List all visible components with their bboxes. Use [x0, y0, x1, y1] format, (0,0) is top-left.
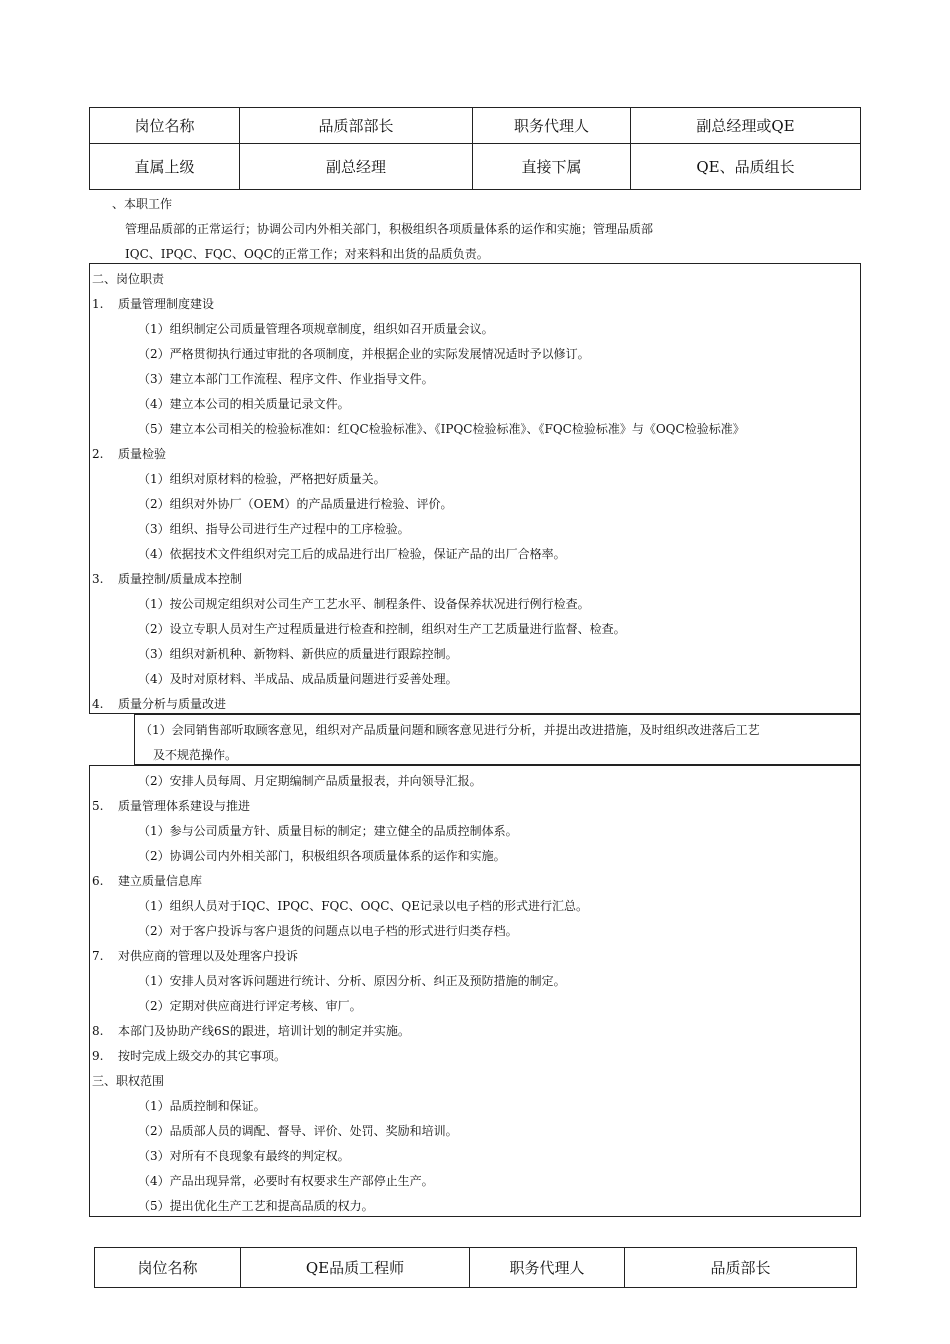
h2-item-3: （3）组织、指导公司进行生产过程中的工序检验。 [138, 522, 410, 536]
h4-item-1b: 及不规范操作。 [153, 748, 238, 762]
h1-item-1: （1）组织制定公司质量管理各项规章制度，组织如召开质量会议。 [138, 322, 494, 336]
h9-num: 9. [92, 1049, 104, 1063]
value-position-name: 品质部部长 [240, 108, 473, 144]
h3-item-3: （3）组织对新机种、新物料、新供应的质量进行跟踪控制。 [138, 647, 458, 661]
h4-item-2: （2）安排人员每周、月定期编制产品质量报表，并向领导汇报。 [138, 774, 482, 788]
h3-item-4: （4）及时对原材料、半成品、成品质量问题进行妥善处理。 [138, 672, 458, 686]
h7-item-2: （2）定期对供应商进行评定考核、审厂。 [138, 999, 362, 1013]
footer-table [94, 1247, 857, 1288]
label-subordinate: 直接下属 [473, 144, 631, 190]
value-deputy: 副总经理或QE [631, 108, 861, 144]
h8-num: 8. [92, 1024, 104, 1038]
h5-item-1: （1）参与公司质量方针、质量目标的制定；建立健全的品质控制体系。 [138, 824, 518, 838]
h7-num: 7. [92, 949, 104, 963]
s3-item-1: （1）品质控制和保证。 [138, 1099, 266, 1113]
h2-item-1: （1）组织对原材料的检验，严格把好质量关。 [138, 472, 386, 486]
header-row-1 [90, 108, 861, 144]
h1-item-3: （3）建立本部门工作流程、程序文件、作业指导文件。 [138, 372, 434, 386]
h3-num: 3. [92, 572, 104, 586]
h3-item-2: （2）设立专职人员对生产过程质量进行检查和控制，组织对生产工艺质量进行监督、检查。 [138, 622, 626, 636]
h7-item-1: （1）安排人员对客诉问题进行统计、分析、原因分析、纠正及预防措施的制定。 [138, 974, 566, 988]
value-subordinate: QE、品质组长 [631, 144, 861, 190]
footer-label-deputy: 职务代理人 [470, 1248, 625, 1288]
s3-item-2: （2）品质部人员的调配、督导、评价、处罚、奖励和培训。 [138, 1124, 458, 1138]
h1-item-5: （5）建立本公司相关的检验标准如：红QC检验标准》、《IPQC检验标准》、《FQC检验标准》与《OQC检验标准》 [138, 422, 745, 436]
s3-item-5: （5）提出优化生产工艺和提高品质的权力。 [138, 1199, 374, 1213]
h3-item-1: （1）按公司规定组织对公司生产工艺水平、制程条件、设备保养状况进行例行检查。 [138, 597, 590, 611]
footer-value-position-name: QE品质工程师 [241, 1248, 470, 1288]
footer-value-deputy: 品质部长 [625, 1248, 857, 1288]
h2-num: 2. [92, 447, 104, 461]
h6-item-2: （2）对于客户投诉与客户退货的问题点以电子档的形式进行归类存档。 [138, 924, 518, 938]
h8-text: 本部门及协助产线6S的跟进，培训计划的制定并实施。 [118, 1024, 410, 1038]
h7-text: 对供应商的管理以及处理客户投诉 [118, 949, 299, 963]
header-table [89, 107, 861, 190]
section2-title: 二、岗位职责 [92, 272, 165, 286]
s3-item-4: （4）产品出现异常，必要时有权要求生产部停止生产。 [138, 1174, 434, 1188]
h2-text: 质量检验 [118, 447, 167, 461]
s3-item-3: （3）对所有不良现象有最终的判定权。 [138, 1149, 350, 1163]
label-deputy: 职务代理人 [473, 108, 631, 144]
h1-item-4: （4）建立本公司的相关质量记录文件。 [138, 397, 350, 411]
h9-text: 按时完成上级交办的其它事项。 [118, 1049, 287, 1063]
h2-item-4: （4）依据技术文件组织对完工后的成品进行出厂检验，保证产品的出厂合格率。 [138, 547, 566, 561]
value-superior: 副总经理 [240, 144, 473, 190]
section1-line1: 管理品质部的正常运行；协调公司内外相关部门，积极组织各项质量体系的运作和实施；管理品质部 [125, 222, 654, 236]
h4-text: 质量分析与质量改进 [118, 697, 227, 711]
h5-num: 5. [92, 799, 104, 813]
h1-text: 质量管理制度建设 [118, 297, 215, 311]
footer-row-1 [95, 1248, 857, 1288]
h1-num: 1. [92, 297, 104, 311]
h6-text: 建立质量信息库 [118, 874, 203, 888]
section1-line2: IQC、IPQC、FQC、OQC的正常工作；对来料和出货的品质负责。 [125, 247, 489, 261]
h5-item-2: （2）协调公司内外相关部门，积极组织各项质量体系的运作和实施。 [138, 849, 506, 863]
section3-title: 三、职权范围 [92, 1074, 165, 1088]
h4-item-1a: （1）会同销售部听取顾客意见，组织对产品质量问题和顾客意见进行分析，并提出改进措施，及时组织改进落后工艺 [140, 723, 760, 737]
h6-num: 6. [92, 874, 104, 888]
h2-item-2: （2）组织对外协厂（OEM）的产品质量进行检验、评价。 [138, 497, 453, 511]
h1-item-2: （2）严格贯彻执行通过审批的各项制度，并根据企业的实际发展情况适时予以修订。 [138, 347, 590, 361]
label-superior: 直属上级 [90, 144, 240, 190]
h3-text: 质量控制/质量成本控制 [118, 572, 243, 586]
h4-num: 4. [92, 697, 104, 711]
section1-title: 、本职工作 [112, 197, 173, 211]
h6-item-1: （1）组织人员对于IQC、IPQC、FQC、OQC、QE记录以电子档的形式进行汇总。 [138, 899, 589, 913]
h5-text: 质量管理体系建设与推进 [118, 799, 251, 813]
footer-label-position-name: 岗位名称 [95, 1248, 241, 1288]
label-position-name: 岗位名称 [90, 108, 240, 144]
header-row-2 [90, 144, 861, 190]
